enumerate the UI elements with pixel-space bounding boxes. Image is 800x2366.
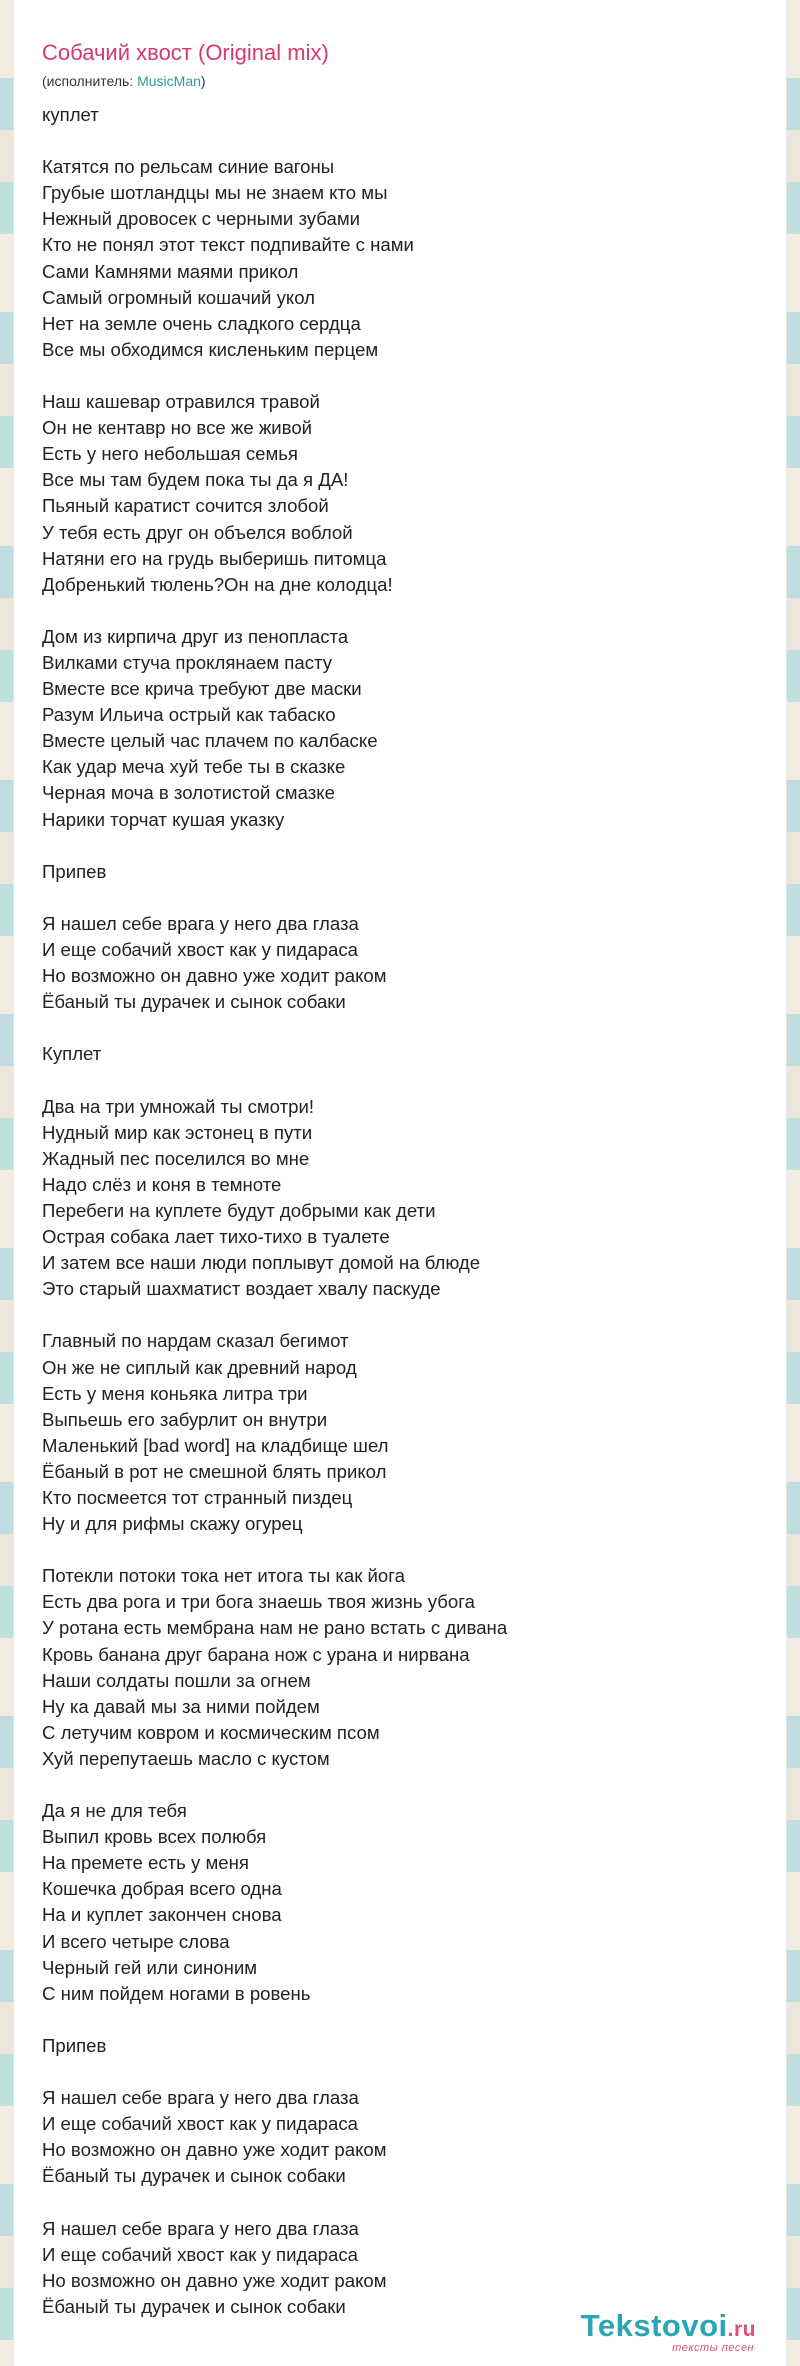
lyric-line: Припев bbox=[42, 2034, 107, 2056]
lyric-line: Ёбаный ты дурачек и сынок собаки bbox=[42, 2295, 346, 2317]
lyric-line: Он же не сиплый как древний народ bbox=[42, 1356, 357, 1378]
lyric-line: Кровь банана друг барана нож с урана и нирвана bbox=[42, 1643, 470, 1665]
lyric-line: Добренький тюлень?Он на дне колодца! bbox=[42, 573, 393, 595]
lyric-line: Острая собака лает тихо-тихо в туалете bbox=[42, 1226, 390, 1248]
logo-name: Tekstovoi bbox=[580, 2308, 728, 2343]
stanza-break bbox=[42, 1537, 762, 1563]
lyric-line: Это старый шахматист воздает хвалу паскуде bbox=[42, 1278, 441, 1300]
lyric-line: Припев bbox=[42, 860, 107, 882]
lyric-line: Куплет bbox=[42, 1043, 102, 1065]
lyric-line: Ну и для рифмы скажу огурец bbox=[42, 1513, 303, 1535]
lyric-line: У ротана есть мембрана нам не рано встать с дивана bbox=[42, 1617, 508, 1639]
lyric-line: Есть у него небольшая семья bbox=[42, 443, 298, 465]
lyric-line: Да я не для тебя bbox=[42, 1800, 187, 1822]
stanza-break bbox=[42, 2007, 762, 2033]
lyric-line: Катятся по рельсам синие вагоны bbox=[42, 156, 335, 178]
lyric-line: Кто посмеется тот странный пиздец bbox=[42, 1486, 353, 1508]
lyric-line: Есть у меня коньяка литра три bbox=[42, 1382, 308, 1404]
lyric-line: Вилками стуча проклянаем пасту bbox=[42, 651, 333, 673]
lyric-line: Маленький [bad word] на кладбище шел bbox=[42, 1434, 389, 1456]
stanza-break bbox=[42, 1302, 762, 1328]
lyric-line: У тебя есть друг он объелся воблой bbox=[42, 521, 353, 543]
lyric-line: Я нашел себе врага у него два глаза bbox=[42, 912, 359, 934]
lyric-line: Нежный дровосек с черными зубами bbox=[42, 208, 361, 230]
lyric-line: Два на три умножай ты смотри! bbox=[42, 1095, 315, 1117]
lyric-line: Все мы обходимся кисленьким перцем bbox=[42, 338, 379, 360]
lyric-line: Я нашел себе врага у него два глаза bbox=[42, 2087, 359, 2109]
lyric-line: Выпьешь его забурлит он внутри bbox=[42, 1408, 328, 1430]
song-title: Собачий хвост (Original mix) bbox=[42, 40, 329, 65]
lyric-line: Нудный мир как эстонец в пути bbox=[42, 1121, 313, 1143]
lyric-line: И еще собачий хвост как у пидараса bbox=[42, 2243, 358, 2265]
stanza-break bbox=[42, 1772, 762, 1798]
lyric-line: Нарики торчат кушая указку bbox=[42, 808, 285, 830]
artist-line bbox=[42, 73, 206, 89]
lyric-line: Грубые шотландцы мы не знаем кто мы bbox=[42, 182, 388, 204]
lyric-line: Натяни его на грудь выберишь питомца bbox=[42, 547, 387, 569]
lyric-line: Вместе целый час плачем по калбаске bbox=[42, 730, 378, 752]
lyric-line: Как удар меча хуй тебе ты в сказке bbox=[42, 756, 346, 778]
lyric-line: Нет на земле очень сладкого сердца bbox=[42, 312, 361, 334]
page-sheet bbox=[14, 0, 786, 2366]
stanza-break bbox=[42, 128, 762, 154]
lyric-line: Дом из кирпича друг из пенопласта bbox=[42, 625, 349, 647]
lyric-line: Я нашел себе врага у него два глаза bbox=[42, 2217, 359, 2239]
stanza-break bbox=[42, 1067, 762, 1093]
lyric-line: Перебеги на куплете будут добрыми как дети bbox=[42, 1199, 436, 1221]
stanza-break bbox=[42, 833, 762, 859]
lyric-line: Кошечка добрая всего одна bbox=[42, 1878, 282, 1900]
lyric-line: Кто не понял этот текст подпивайте с нами bbox=[42, 234, 414, 256]
lyric-line: Главный по нардам сказал бегимот bbox=[42, 1330, 349, 1352]
logo-tld: .ru bbox=[727, 2318, 756, 2341]
lyric-line: Выпил кровь всех полюбя bbox=[42, 1826, 267, 1848]
logo-tagline: тексты песен bbox=[672, 2342, 754, 2354]
lyric-line: Ёбаный в рот не смешной блять прикол bbox=[42, 1460, 387, 1482]
lyric-line: Все мы там будем пока ты да я ДА! bbox=[42, 469, 349, 491]
lyric-line: Но возможно он давно уже ходит раком bbox=[42, 2139, 387, 2161]
lyric-line: И еще собачий хвост как у пидараса bbox=[42, 939, 358, 960]
lyric-line: Есть два рога и три бога знаешь твоя жизнь убога bbox=[42, 1591, 475, 1613]
artist-prefix: (исполнитель: bbox=[42, 73, 138, 89]
lyric-line: Наши солдаты пошли за огнем bbox=[42, 1669, 311, 1691]
lyric-line: Но возможно он давно уже ходит раком bbox=[42, 2269, 387, 2291]
artist-suffix: ) bbox=[200, 73, 206, 89]
lyric-line: Хуй перепутаешь масло с кустом bbox=[42, 1747, 330, 1769]
lyric-line: Самый огромный кошачий укол bbox=[42, 286, 316, 308]
lyric-line: куплет bbox=[42, 104, 99, 125]
lyric-line: Ёбаный ты дурачек и сынок собаки bbox=[42, 2165, 346, 2187]
logo-wordmark bbox=[581, 2308, 756, 2344]
lyric-line: Черная моча в золотистой смазке bbox=[42, 782, 335, 804]
lyric-line: Вместе все крича требуют две маски bbox=[42, 678, 362, 700]
lyric-line: С летучим ковром и космическим псом bbox=[42, 1721, 380, 1743]
artist-link[interactable]: MusicMan bbox=[137, 73, 201, 89]
lyric-line: Сами Камнями маями прикол bbox=[42, 260, 299, 282]
lyric-line: И затем все наши люди поплывут домой на блюде bbox=[42, 1252, 481, 1274]
lyric-line: На и куплет закончен снова bbox=[42, 1904, 282, 1926]
stanza-break bbox=[42, 2059, 762, 2085]
stanza-break bbox=[42, 2190, 762, 2216]
lyric-line: И еще собачий хвост как у пидараса bbox=[42, 2113, 358, 2135]
lyric-line: Пьяный каратист сочится злобой bbox=[42, 495, 329, 517]
site-logo[interactable] bbox=[580, 2308, 756, 2354]
lyric-line: Черный гей или синоним bbox=[42, 1956, 258, 1978]
lyric-line: Наш кашевар отравился травой bbox=[42, 391, 320, 413]
lyric-line: Потекли потоки тока нет итога ты как йога bbox=[42, 1565, 405, 1587]
lyric-line: Но возможно он давно уже ходит раком bbox=[42, 965, 387, 987]
lyric-line: Надо слёз и коня в темноте bbox=[42, 1173, 282, 1195]
lyric-line: Ёбаный ты дурачек и сынок собаки bbox=[42, 991, 346, 1013]
stanza-break bbox=[42, 363, 762, 389]
lyric-line: С ним пойдем ногами в ровень bbox=[42, 1982, 311, 2004]
stanza-break bbox=[42, 598, 762, 624]
lyric-line: Жадный пес поселился во мне bbox=[42, 1147, 310, 1169]
lyric-line: Он не кентавр но все же живой bbox=[42, 417, 313, 439]
lyric-line: На премете есть у меня bbox=[42, 1852, 249, 1874]
stanza-break bbox=[42, 885, 762, 911]
lyric-line: Разум Ильича острый как табаско bbox=[42, 704, 336, 726]
stanza-break bbox=[42, 1015, 762, 1041]
lyric-line: И всего четыре слова bbox=[42, 1930, 230, 1952]
lyric-line: Ну ка давай мы за ними пойдем bbox=[42, 1695, 320, 1717]
lyrics-text bbox=[42, 102, 762, 2320]
